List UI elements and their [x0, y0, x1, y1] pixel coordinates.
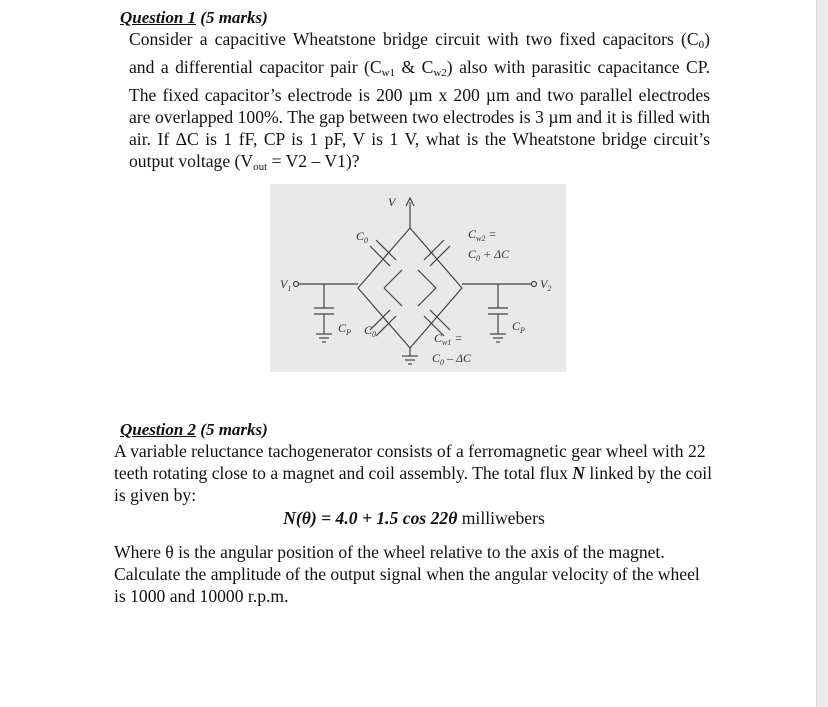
q1-text-part: = V2 – V1)?: [267, 151, 360, 171]
label-c0-top: $C_0$: [356, 229, 369, 245]
label-cw1-line1: $C_{w1}$ =: [434, 331, 463, 347]
label-v2: $V_2$: [540, 277, 552, 293]
label-cp-left: $C_P$: [338, 321, 351, 337]
question-1: [120, 8, 710, 178]
cw2-plate-a: [424, 240, 444, 260]
label-cw1-line2: $C_0$ – ΔC: [432, 351, 472, 367]
question-1-number: Question 1: [120, 8, 197, 27]
wheatstone-bridge-figure: [270, 184, 566, 372]
formula-unit: milliwebers: [457, 508, 545, 528]
q2-flux-formula: [114, 508, 714, 529]
c0-top-plate-b: [376, 240, 396, 260]
q2-flux-symbol: N: [572, 463, 586, 483]
question-2-paragraph-2: Where θ is the angular position of the wheel relative to the axis of the magnet. Calculate the amplitude of the output signal when the angular velocity of the wheel is 1000 and 10000 r.p.m.: [114, 542, 700, 606]
arm-cw2: [410, 228, 462, 288]
label-v: V: [388, 195, 396, 209]
inner-link: [418, 288, 436, 306]
v2-terminal: [532, 282, 537, 287]
q1-subscript: 0: [698, 39, 705, 51]
question-2-title: [120, 420, 714, 440]
label-c0-bottom: $C_0$: [364, 323, 377, 339]
q1-subscript: w1: [381, 67, 396, 79]
v1-terminal: [294, 282, 299, 287]
label-cp-right: $C_P$: [512, 319, 525, 335]
question-1-text: [129, 28, 710, 178]
inner-link: [418, 270, 436, 288]
q1-text-part: ) and a differential capacitor pair (C: [129, 29, 710, 77]
question-1-title: [120, 8, 710, 28]
q1-text-part: & C: [395, 57, 434, 77]
arm-c0-bottom: [358, 288, 410, 348]
label-cw2-line2: $C_0 + \Delta C$: [468, 247, 510, 263]
q1-text-part: Consider a capacitive Wheatstone bridge circuit with two fixed capacitors (C: [129, 29, 699, 49]
c0-bottom-plate-b: [376, 316, 396, 336]
q1-text-part: ) also with parasitic capacitance CP. The fixed capacitor’s electrode is 200 µm x 200 µm and two parallel electrodes are overlapped 100%. The gap between two electrodes is 3 µm and it is filled with air. If ΔC is 1 fF, CP is 1 pF, V is 1 V, what is the Wheatstone bridge circuit’s output voltage (V: [129, 57, 710, 171]
q2-text: A variable reluctance tachogenerator consists of a ferromagnetic gear wheel with 22 teeth rotating close to a magnet and coil assembly. The total flux: [114, 441, 706, 483]
question-2-marks: (5 marks): [200, 420, 268, 439]
inner-link: [384, 270, 402, 288]
question-2-number: Question 2: [120, 420, 197, 439]
question-2: [114, 420, 714, 607]
inner-link: [384, 288, 402, 306]
q2-text: linked by the coil is given by:: [114, 463, 713, 505]
question-1-marks: (5 marks): [200, 8, 268, 27]
bridge-circuit-diagram: [270, 184, 566, 372]
formula-expression: N(θ) = 4.0 + 1.5 cos 22θ: [283, 508, 458, 528]
label-v1: $V_1$: [280, 277, 292, 293]
question-2-paragraph-1: [114, 440, 714, 506]
label-cw2-line1: $C_{w2}$ =: [468, 227, 497, 243]
q1-subscript: out: [253, 161, 268, 173]
q1-subscript: w2: [433, 67, 447, 79]
